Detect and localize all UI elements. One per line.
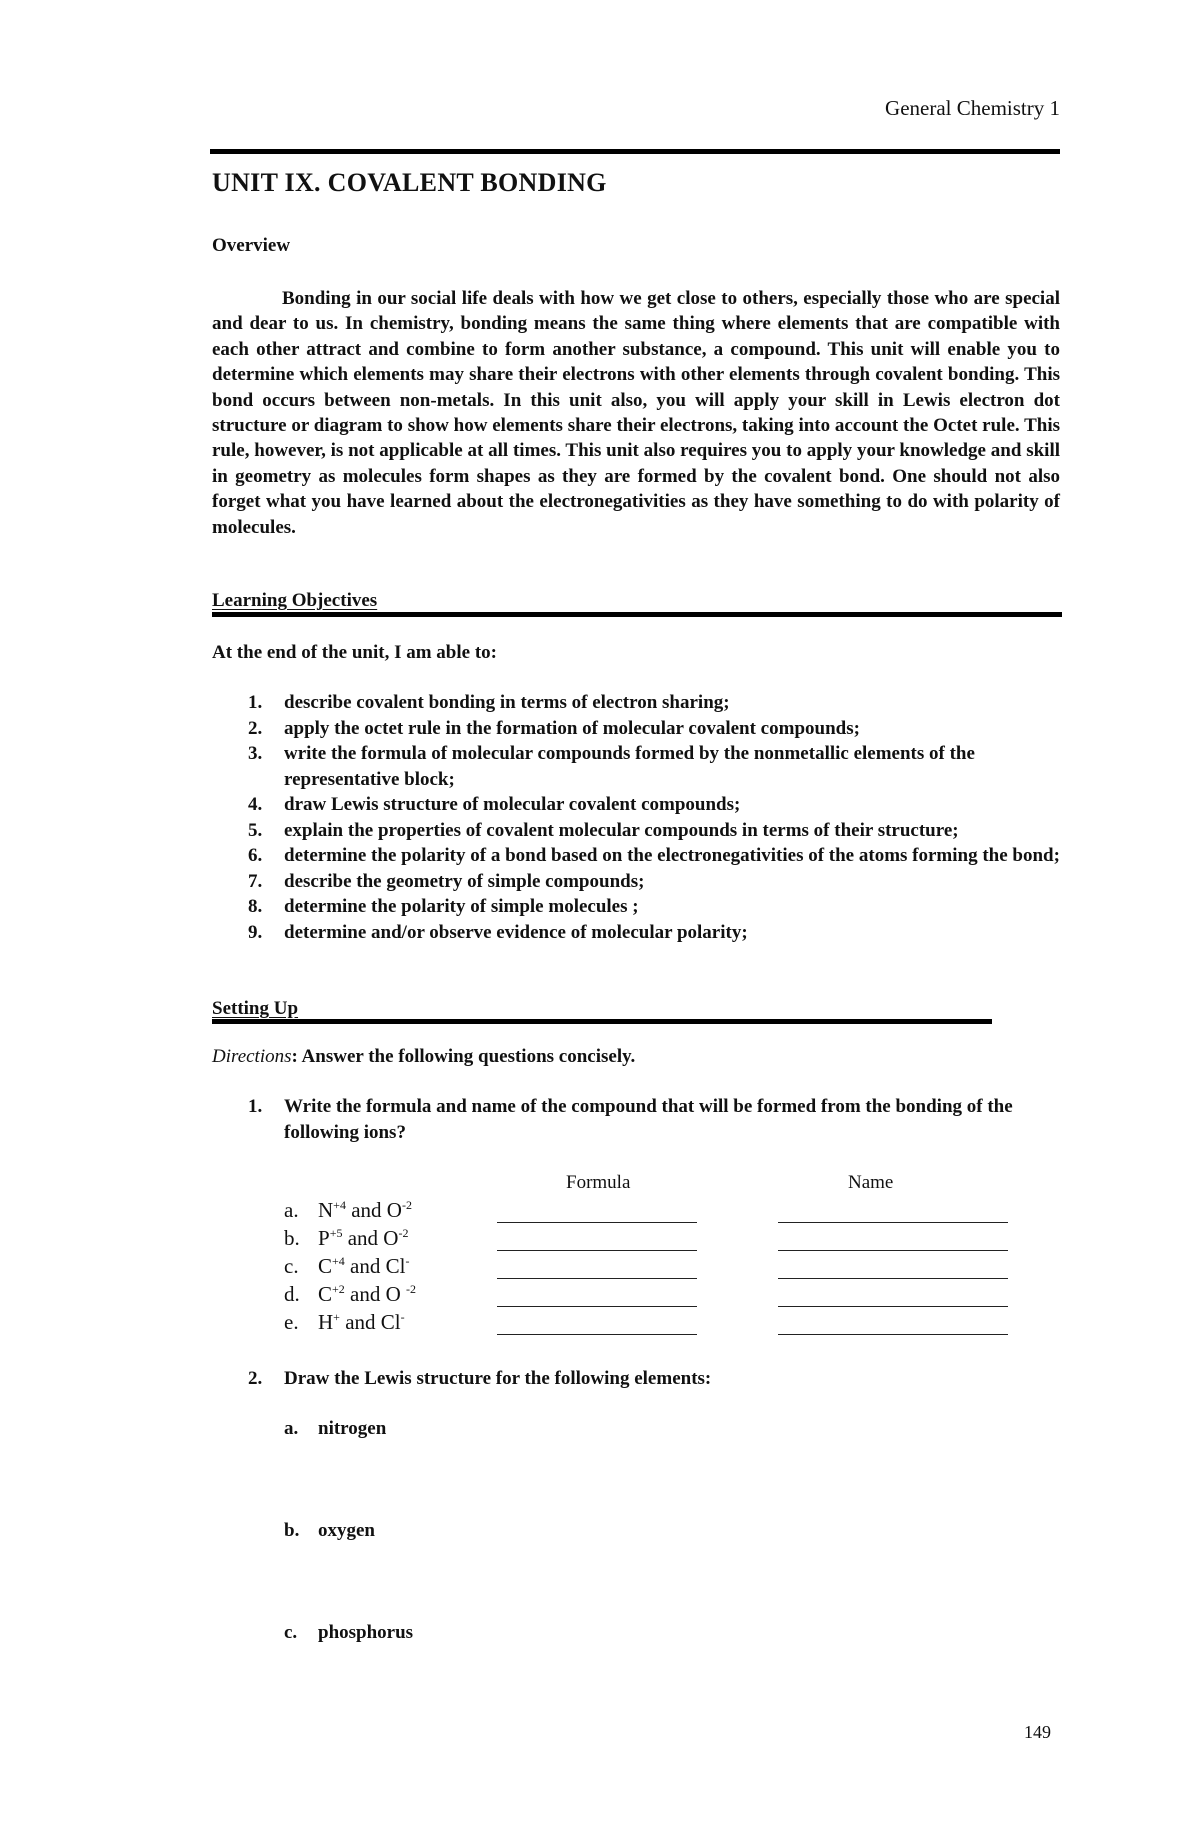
question-1: [212, 1094, 1062, 1145]
objective-number: 2.: [248, 717, 263, 739]
ion-row-letter: d.: [284, 1282, 300, 1306]
name-answer-blank[interactable]: [778, 1278, 1008, 1279]
objective-text: determine and/or observe evidence of molecular polarity;: [284, 921, 748, 943]
ion-symbol: O: [386, 1198, 402, 1222]
directions-text: : Answer the following questions concisely.: [291, 1046, 636, 1067]
formula-answer-blank[interactable]: [497, 1222, 697, 1223]
ion-joiner: and: [350, 1254, 381, 1278]
objective-item: [212, 741, 1062, 792]
directions: [212, 1046, 635, 1068]
objective-item: [212, 894, 1062, 920]
objective-item: [212, 792, 1062, 818]
ion-joiner: and: [347, 1226, 379, 1250]
objective-text: draw Lewis structure of molecular covalent compounds;: [284, 794, 741, 815]
lewis-item-letter: c.: [284, 1622, 298, 1643]
ion-symbol: C: [318, 1282, 333, 1306]
objective-number: 9.: [248, 921, 263, 943]
objective-item: [212, 716, 1062, 742]
ion-symbol: Cl: [380, 1310, 401, 1334]
objective-text: describe covalent bonding in terms of electron sharing;: [284, 692, 730, 713]
ion-joiner: and: [345, 1310, 376, 1334]
objective-number: 4.: [248, 794, 263, 815]
formula-answer-blank[interactable]: [497, 1334, 697, 1335]
formula-answer-blank[interactable]: [497, 1306, 697, 1307]
ion-symbol: H: [318, 1310, 334, 1334]
ion-charge: +2: [332, 1282, 345, 1296]
header-rule: [210, 149, 1060, 154]
objective-number: 6.: [248, 845, 263, 866]
directions-label: Directions: [212, 1046, 292, 1067]
ion-pair: [318, 1282, 416, 1307]
overview-heading: Overview: [212, 235, 291, 256]
objective-text: explain the properties of covalent molecular compounds in terms of their structure;: [284, 819, 959, 841]
objective-text: describe the geometry of simple compounds;: [284, 870, 645, 892]
ion-joiner: and: [350, 1282, 381, 1306]
objective-item: [212, 690, 1062, 716]
ion-charge: -2: [398, 1226, 409, 1240]
ion-row-letter: c.: [284, 1254, 299, 1278]
ion-symbol: P: [318, 1226, 330, 1250]
ion-charge: +5: [329, 1226, 343, 1240]
formula-answer-blank[interactable]: [497, 1278, 697, 1279]
ion-charge: -2: [406, 1282, 417, 1296]
objectives-heading: Learning Objectives: [212, 590, 378, 611]
objective-text: determine the polarity of simple molecules ;: [284, 896, 639, 917]
ion-pair: [318, 1310, 405, 1335]
question-2-text: Draw the Lewis structure for the following elements:: [284, 1368, 712, 1389]
ion-symbol: N: [318, 1198, 334, 1222]
objectives-intro: At the end of the unit, I am able to:: [212, 642, 497, 663]
ion-joiner: and: [351, 1198, 382, 1222]
name-answer-blank[interactable]: [778, 1334, 1008, 1335]
objectives-list: [212, 690, 1062, 945]
objective-text: apply the octet rule in the formation of molecular covalent compounds;: [284, 717, 860, 739]
ion-charge: -2: [401, 1198, 412, 1212]
name-answer-blank[interactable]: [778, 1222, 1008, 1223]
objective-item: [212, 818, 1062, 844]
setting-up-heading: Setting Up: [212, 998, 299, 1019]
objective-item: [212, 869, 1062, 895]
ion-charge: +4: [332, 1254, 345, 1268]
question-1-number: 1.: [248, 1096, 263, 1117]
unit-title: UNIT IX. COVALENT BONDING: [212, 168, 607, 197]
course-header: General Chemistry 1: [885, 96, 1060, 120]
objective-item: [212, 843, 1062, 869]
objective-number: 7.: [248, 870, 263, 892]
objective-text: write the formula of molecular compounds formed by the nonmetallic elements of the representative block;: [284, 743, 975, 790]
ion-symbol: O: [383, 1226, 399, 1250]
name-answer-blank[interactable]: [778, 1306, 1008, 1307]
ion-pair: [318, 1198, 412, 1223]
ion-symbol: O: [385, 1282, 407, 1306]
objective-text: determine the polarity of a bond based on the electronegativities of the atoms forming the bond;: [284, 845, 1060, 866]
objective-number: 3.: [248, 743, 263, 764]
ion-charge: +: [333, 1310, 340, 1324]
ion-pair: [318, 1226, 408, 1251]
ion-symbol: Cl: [385, 1254, 406, 1278]
ion-pair: [318, 1254, 409, 1279]
lewis-item-letter: a.: [284, 1418, 299, 1439]
question-2-number: 2.: [248, 1368, 263, 1389]
question-1-text: Write the formula and name of the compound that will be formed from the bonding of the following ions?: [284, 1096, 1013, 1143]
formula-answer-blank[interactable]: [497, 1250, 697, 1251]
ion-row-letter: e.: [284, 1310, 299, 1334]
ion-charge: -: [400, 1310, 405, 1324]
objective-number: 8.: [248, 896, 263, 917]
name-column-header: Name: [848, 1172, 894, 1193]
objective-number: 5.: [248, 819, 263, 841]
lewis-item-text: oxygen: [318, 1520, 375, 1541]
page-number: 149: [1024, 1722, 1051, 1742]
overview-paragraph: Bonding in our social life deals with how we get close to others, especially those who are special and dear to us. In chemistry, bonding means the same thing where elements that are compatible with each other attract and combine to form another substance, a compound. This unit will enable you to determine which elements may share their electrons with other elements through covalent bonding. This bond occurs between non-metals. In this unit also, you will apply your skill in Lewis electron dot structure or diagram to show how elements share their electrons, taking into account the Octet rule. This rule, however, is not applicable at all times. This unit also requires you to apply your knowledge and skill in geometry as molecules form shapes as they are formed by the covalent bond. One should not also forget what you have learned about the electronegativities as they have something to do with polarity of molecules.: [212, 288, 1060, 538]
objective-number: 1.: [248, 692, 263, 713]
objectives-rule: [212, 612, 1062, 617]
setting-up-rule: [212, 1019, 992, 1024]
ion-row-letter: a.: [284, 1198, 299, 1222]
formula-column-header: Formula: [566, 1172, 631, 1193]
lewis-item-letter: b.: [284, 1520, 300, 1541]
ion-row-letter: b.: [284, 1226, 300, 1250]
lewis-item-text: nitrogen: [318, 1418, 387, 1439]
ion-charge: +4: [333, 1198, 346, 1212]
objective-item: [212, 920, 1062, 946]
ion-symbol: C: [318, 1254, 333, 1278]
ion-charge: -: [405, 1254, 410, 1268]
name-answer-blank[interactable]: [778, 1250, 1008, 1251]
lewis-item-text: phosphorus: [318, 1622, 414, 1643]
